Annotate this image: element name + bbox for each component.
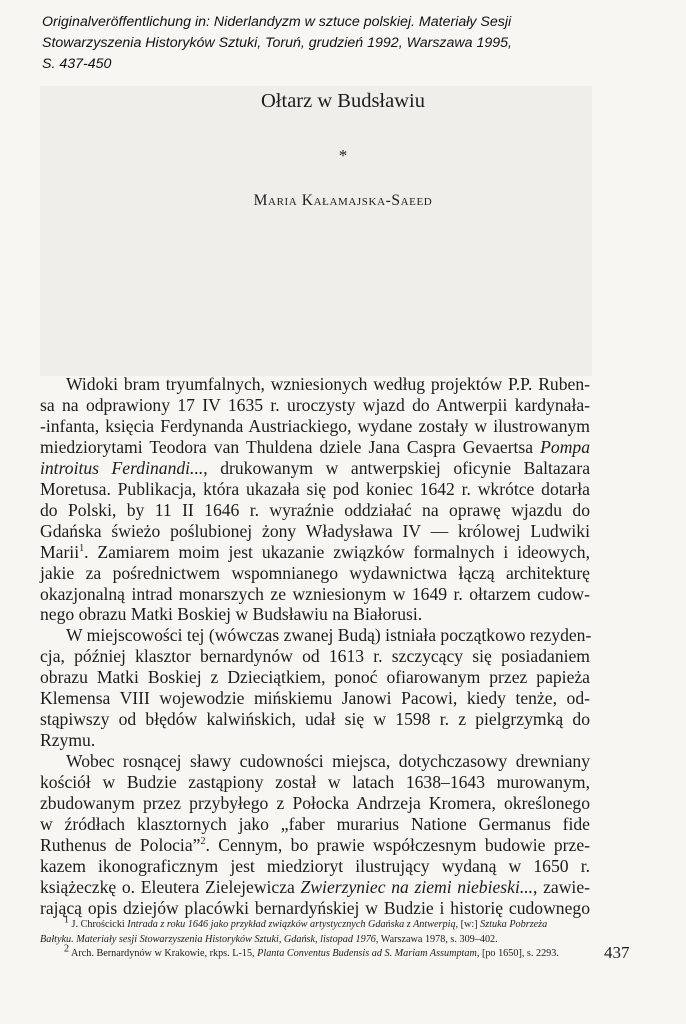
text-line: introitus Ferdinandi..., drukowanym w antwerpskiej oficynie Baltazara — [40, 457, 590, 478]
source-citation-header — [42, 12, 662, 75]
text-line: okazjonalną intrad monarszych ze wzniesionym w 1649 r. ołtarzem cudow- — [40, 583, 590, 604]
text-line: miedziorytami Teodora van Thuldena dziele Jana Caspra Gevaertsa Pompa — [40, 436, 590, 457]
paragraph-1 — [40, 374, 590, 625]
text-line: stąpiwszy od błędów kalwińskich, udał się w 1598 r. z pielgrzymką do — [40, 709, 590, 730]
title-separator: * — [338, 146, 348, 165]
text-line: Widoki bram tryumfalnych, wzniesionych według projektów P.P. Ruben- — [66, 374, 590, 394]
footnote-2: $^2$ Arch. Bernardynów w Krakowie, rkps. L-15, Planta Conventus Budensis ad S. Mariam Assumptam, [po 1650], s. 2293. — [64, 943, 559, 959]
text-line: sa na odprawiony 17 IV 1635 r. uroczysty wjazd do Antwerpii kardynała- — [40, 394, 590, 415]
article-title: Ołtarz w Budsławiu — [261, 90, 425, 112]
footnote-ref-1: 1 — [79, 542, 85, 554]
source-citation-line-1: Originalveröffentlichung in: Niderlandyzm w sztuce polskiej. Materiały Sesji — [42, 14, 512, 30]
footnotes — [40, 914, 592, 962]
text-line: Moretusa. Publikacja, która ukazała się pod koniec 1642 r. wkrótce dotarła — [40, 478, 590, 499]
text-line: kazem ikonograficznym jest miedzioryt ilustrujący wydaną w 1650 r. — [40, 855, 590, 876]
footnote-1: $^1$ J. Chrościcki Intrada z roku 1646 jako przykład związków artystycznych Gdańska z Antwerpią, [w:] Sztuka Pobrzeża — [64, 914, 548, 930]
text-line: -infanta, księcia Ferdynanda Austriackiego, wydane zostały w ilustrowanym — [40, 415, 590, 436]
page-number: 437 — [604, 943, 630, 962]
text-line: nego obrazu Matki Boskiej w Budsławiu na Białorusi. — [40, 604, 423, 625]
text-line: cja, później klasztor bernardynów od 1613 r. szczycący się posiadaniem — [40, 646, 590, 667]
text-line: w źródłach klasztornych jako „faber murarius Natione Germanus fide — [40, 814, 590, 835]
text-line: do Polski, by 11 II 1646 r. wyraźnie oddziałać na oprawę wjazdu do — [40, 499, 590, 520]
text-line: Klemensa VIII wojewodzie mińskiemu Janowi Pacowi, kiedy tenże, od- — [40, 688, 590, 709]
text-line: Wobec rosnącej sławy cudowności miejsca, dotychczasowy drewniany — [66, 751, 590, 772]
text-line: Gdańska świeżo poślubionej żony Władysława IV — królowej Ludwiki — [40, 520, 590, 541]
text-line: Rzymu. — [40, 730, 96, 751]
text-line: Ruthenus de Polocia”$^2$. Cennym, bo prawie współczesnym budowie prze- — [40, 834, 591, 855]
scan-show-through-area — [40, 86, 592, 376]
article-body — [40, 374, 590, 919]
footnote-ref-2: 2 — [200, 836, 206, 848]
text-line: rającą opis dziejów placówki bernardyńskiej w Budzie i historię cudownego — [40, 897, 590, 918]
text-line: zbudowanym przez przybyłego z Połocka Andrzeja Kromera, określonego — [40, 793, 590, 814]
paragraph-2 — [40, 625, 590, 751]
footnote-1-continued: Bałtyku. Materiały sesji Stowarzyszenia Historyków Sztuki, Gdańsk, listopad 1976, Warszawa 1978, s. 309–402. — [40, 933, 498, 945]
text-line: W miejscowości tej (wówczas zwanej Budą) istniała początkowo rezyden- — [66, 625, 592, 646]
source-citation-line-2: Stowarzyszenia Historyków Sztuki, Toruń, grudzień 1992, Warszawa 1995, — [42, 35, 512, 51]
source-citation-line-3: S. 437-450 — [42, 56, 112, 72]
text-line: Marii$^1$. Zamiarem moim jest ukazanie związków formalnych i ideowych, — [40, 541, 590, 562]
text-line: obrazu Matki Boskiej z Dzieciątkiem, ponoć ofiarowanym przez papieża — [40, 667, 590, 688]
text-line: kościół w Budzie zastąpiony został w latach 1638–1643 murowanym, — [40, 772, 590, 793]
paragraph-3 — [40, 751, 590, 919]
text-line: jakie za pośrednictwem wspomnianego wydawnictwa łączą architekturę — [40, 562, 590, 583]
text-line: książeczkę o. Eleutera Zielejewicza Zwierzyniec na ziemi niebieski..., zawie- — [40, 876, 590, 897]
article-author: Maria Kałamajska-Saeed — [253, 192, 433, 209]
